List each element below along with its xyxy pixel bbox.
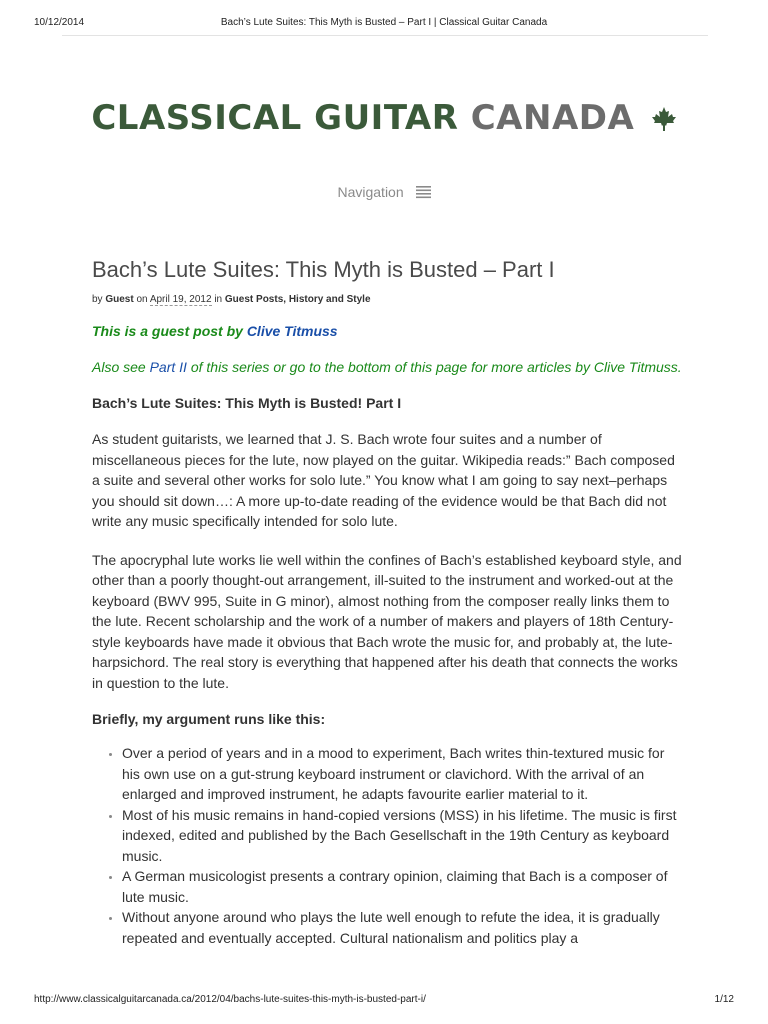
list-item: • Without anyone around who plays the lute well enough to refute the idea, it is gradually repeated and eventually accepted. Cultural nationalism and politics play a	[122, 907, 682, 948]
list-item: • Most of his music remains in hand-copied versions (MSS) in his lifetime. The music is first indexed, edited and published by the Bach Gesellschaft in the 19th Century as keyboard music.	[122, 805, 682, 867]
list-item: • A German musicologist presents a contrary opinion, claiming that Bach is a composer of lute music.	[122, 866, 682, 907]
maple-leaf-icon	[651, 101, 677, 141]
clive-titmuss-link[interactable]: Clive Titmuss	[246, 323, 338, 339]
meta-in-text: in	[214, 294, 223, 305]
navigation-toggle[interactable]	[0, 184, 768, 202]
paragraph-2: The apocryphal lute works lie well within the confines of Bach’s established keyboard style, and other than a poorly thought-out arrangement, ill-suited to the instrument and worked-out at the keyboard (BWV 995, Suite in G minor), almost nothing from the composer really links them to the lute. Recent scholarship and the work of a number of makers and players of 18th Century-style keyboards have made it obvious that Bach wrote the music for, and probably at, the lute-harpsichord. The real story is everything that happened after his death that connects the works in question to the lute.	[92, 551, 682, 691]
article-subheading: Bach’s Lute Suites: This Myth is Busted! Part I	[92, 395, 402, 411]
guest-post-prefix: This is a guest post by	[92, 323, 243, 339]
post-date: April 19, 2012	[149, 294, 212, 305]
top-divider	[62, 35, 708, 36]
argument-list	[92, 743, 682, 948]
list-item: • Over a period of years and in a mood to experiment, Bach writes thin-textured music for his own use on a gut-strung keyboard instrument or clavichord. With the arrival of an enlarged and improved instrument, he adapts favourite earlier material to it.	[122, 743, 682, 805]
print-url: http://www.classicalguitarcanada.ca/2012/04/bachs-lute-suites-this-myth-is-busted-part-i/	[34, 994, 426, 1005]
logo-word-classical-guitar: CLASSICAL GUITAR	[91, 98, 459, 138]
post-title: Bach’s Lute Suites: This Myth is Busted – Part I	[92, 257, 555, 282]
hamburger-menu-icon	[416, 185, 431, 202]
paragraph-1: As student guitarists, we learned that J. S. Bach wrote four suites and a number of miscellaneous pieces for the lute, now played on the guitar. Wikipedia reads:” Bach composed a suite and several other works for solo lute.” You know what I am going to say next–perhaps you should sit down…: A more up-to-date reading of the evidence would be that Bach did not write any music specifically intended for solo lute.	[92, 431, 675, 529]
navigation-label: Navigation	[337, 184, 404, 200]
part-ii-link[interactable]: Part II	[149, 359, 187, 375]
print-header	[0, 17, 768, 31]
site-logo[interactable]	[0, 98, 768, 141]
also-see-prefix: Also see	[92, 359, 146, 375]
meta-on-text: on	[136, 294, 148, 305]
print-date: 10/12/2014	[34, 17, 85, 28]
logo-word-canada: CANADA	[470, 98, 635, 138]
guest-post-notice	[92, 321, 682, 341]
argument-heading: Briefly, my argument runs like this:	[92, 711, 326, 727]
post-categories-links[interactable]: Guest Posts, History and Style	[224, 294, 371, 305]
post-content	[92, 256, 682, 948]
post-author-link[interactable]: Guest	[105, 294, 134, 305]
also-see-notice	[92, 357, 682, 377]
meta-by-text: by	[92, 294, 103, 305]
print-page-number: 1/12	[714, 994, 734, 1005]
print-page-title: Bach’s Lute Suites: This Myth is Busted – Part I | Classical Guitar Canada	[220, 17, 548, 28]
post-meta	[92, 294, 682, 305]
also-see-suffix: of this series or go to the bottom of this page for more articles by Clive Titmuss.	[190, 359, 682, 375]
